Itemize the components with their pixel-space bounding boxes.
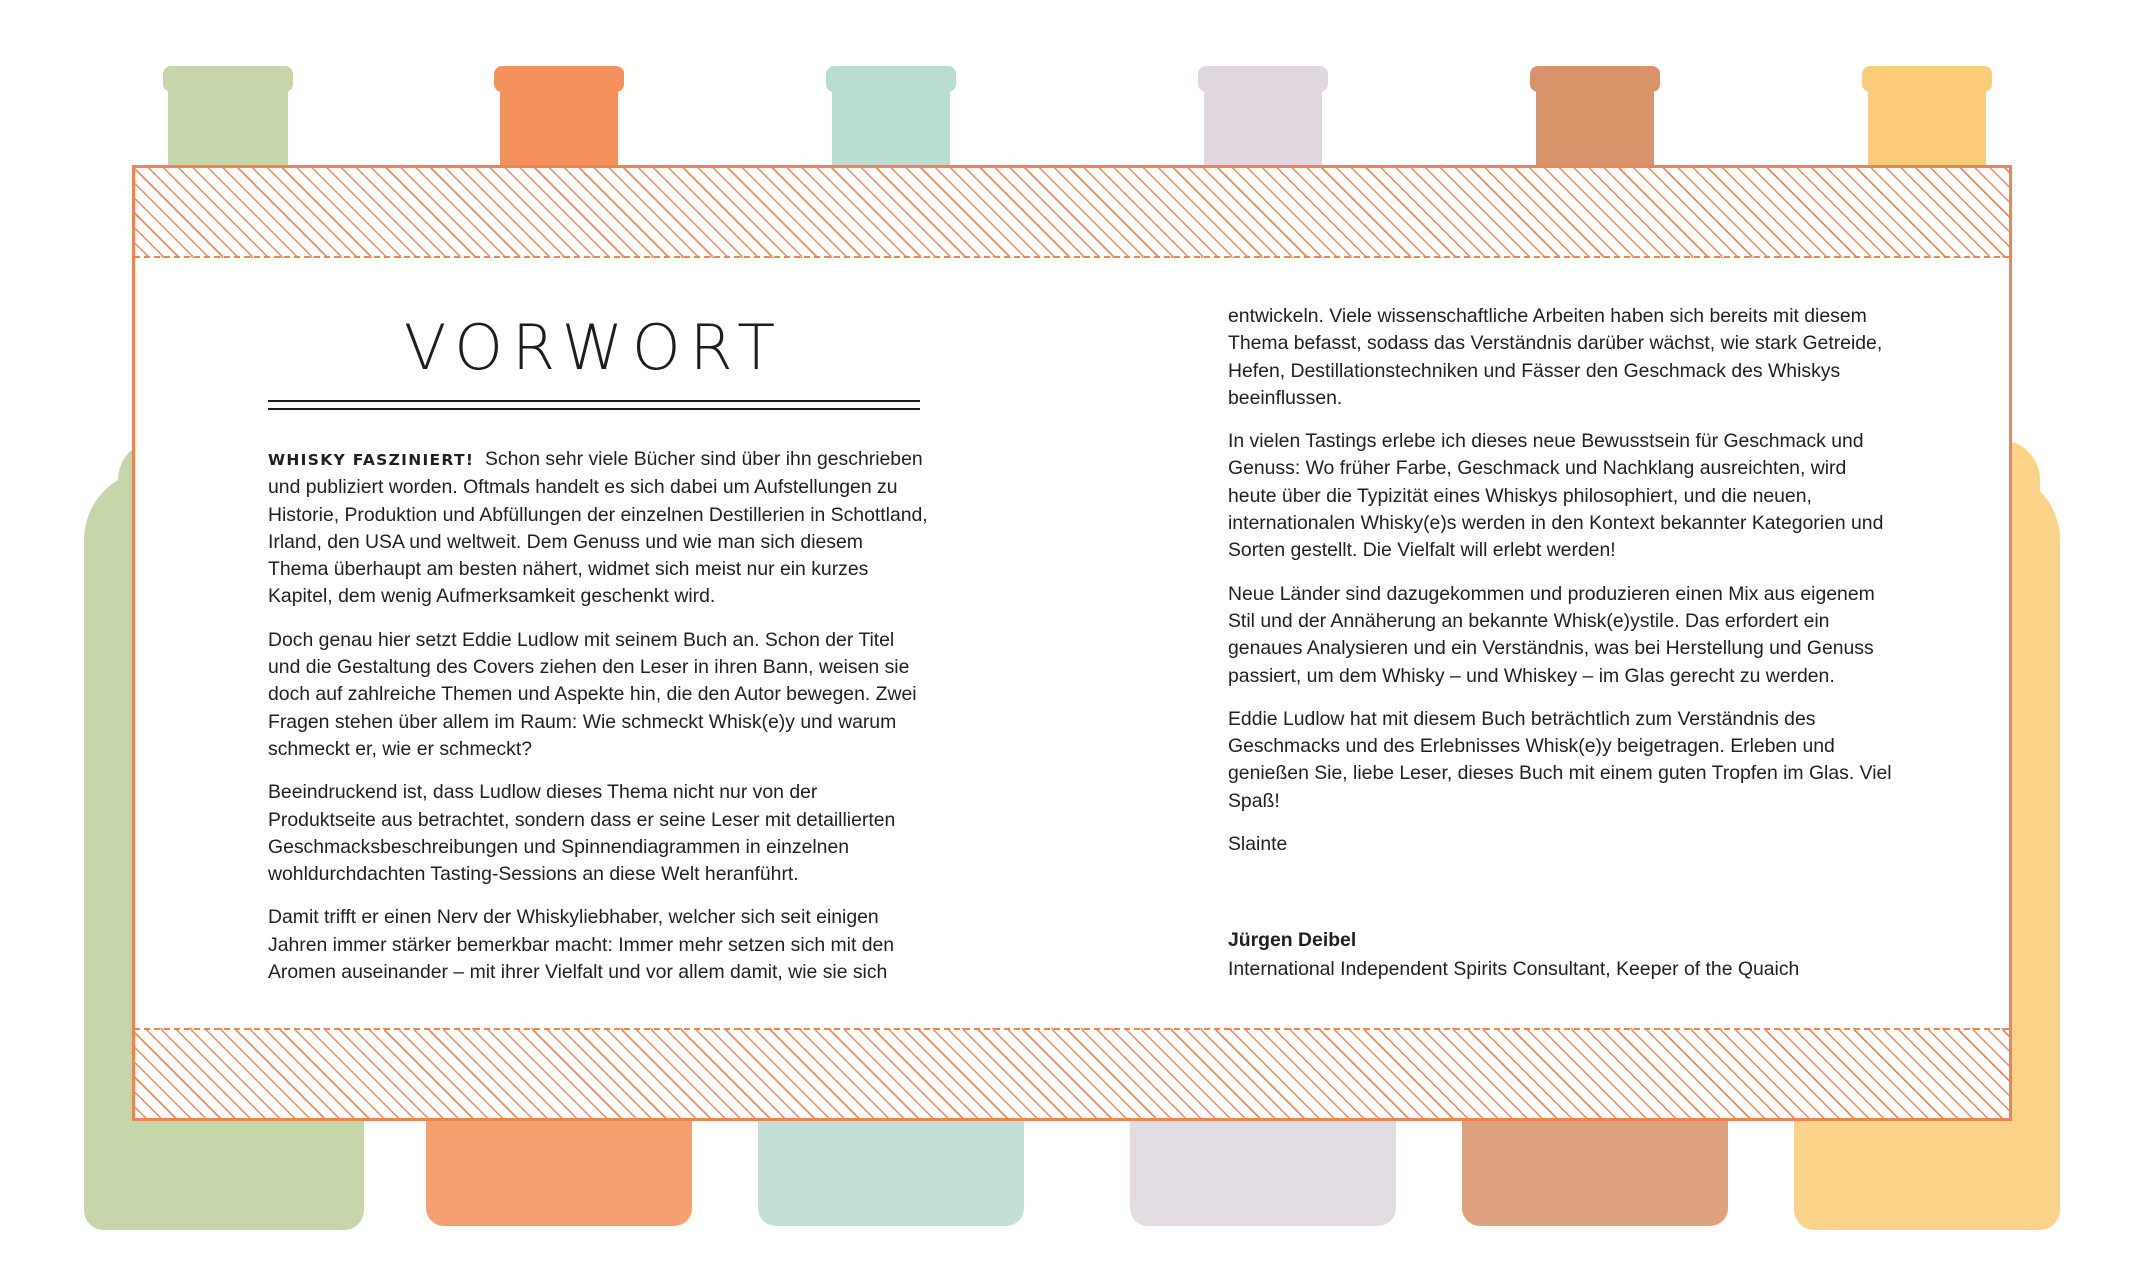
paragraph: Doch genau hier setzt Eddie Ludlow mit seinem Buch an. Schon der Titel und die Gestaltung des Covers ziehen den Leser in ihren Bann, weisen sie doch auf zahlreiche Themen und Aspekte hin, die den Autor bewegen. Zwei Fragen stehen über allem im Raum: Wie schmeckt Whisk(e)y und warum schmeckt er, wie er schmeckt? (268, 628, 917, 760)
page-title: VORWORT (403, 311, 785, 384)
paragraph: Eddie Ludlow hat mit diesem Buch beträchtlich zum Verständnis des Geschmacks und des Erlebnisses Whisk(e)y beigetragen. Erleben und genießen Sie, liebe Leser, dieses Buch mit einem guten Tropfen im Glas. Viel Spaß! (1228, 707, 1892, 812)
paragraph: entwickeln. Viele wissenschaftliche Arbeiten haben sich bereits mit diesem Thema befasst, sodass das Verständnis darüber wächst, wie stark Getreide, Hefen, Destillationstechniken und Fässer den Geschmack des Whiskys beeinflussen. (1228, 305, 1883, 409)
lead-in: WHISKY FASZINIERT! (268, 451, 475, 469)
paragraph: Beeindruckend ist, dass Ludlow dieses Thema nicht nur von der Produktseite aus betrachtet, sondern dass er seine Leser mit detaillierten Geschmacksbeschreibungen und Spinnendiagrammen in einzelnen wohldurchdachten Tasting-Sessions an diese Welt heranführt. (268, 781, 896, 886)
paragraph (268, 446, 928, 611)
bottle-mint-neck (832, 84, 950, 174)
title-rule-bottom (268, 408, 920, 410)
bottle-lilac-neck (1204, 84, 1322, 174)
left-column (268, 446, 928, 1002)
bottle-orange-neck (500, 84, 618, 174)
signature (1228, 926, 1799, 984)
paragraph: In vielen Tastings erlebe ich dieses neue Bewusstsein für Geschmack und Genuss: Wo früher Farbe, Geschmack und Nachklang ausreichten, wird heute über die Typizität eines Whiskys philosophiert, und die neuen, internationalen Whisky(e)s werden in den Kontext bekannter Kategorien und Sorten gestellt. Die Vielfalt will erlebt werden! (1228, 430, 1884, 562)
bottle-brown-neck (1536, 84, 1654, 174)
closing: Slainte (1228, 833, 1288, 856)
paragraph: Neue Länder sind dazugekommen und produzieren einen Mix aus eigenem Stil und der Annäherung an bekannte Whisk(e)ystile. Das erfordert ein genaues Analysieren und ein Verständnis, was bei Herstellung und Genuss passiert, um dem Whisky – und Whiskey – im Glas gerecht zu werden. (1228, 582, 1875, 687)
signature-name: Jürgen Deibel (1228, 929, 1357, 951)
stripe-band-top (134, 166, 2010, 258)
stripe-band-bottom (134, 1028, 2010, 1120)
paragraph-text: Schon sehr viele Bücher sind über ihn geschrieben und publiziert worden. Oftmals handelt es sich dabei um Aufstellungen zu Historie, Produktion und Abfüllungen der einzelnen Destillerien in Schottland, Irland, den USA und weltweit. Dem Genuss und wie man sich diesem Thema überhaupt am besten nähert, widmet sich meist nur ein kurzes Kapitel, dem wenig Aufmerksamkeit geschenkt wird. (268, 448, 928, 608)
paragraph: Damit trifft er einen Nerv der Whiskyliebhaber, welcher sich seit einigen Jahren immer stärker bemerkbar macht: Immer mehr setzen sich mit den Aromen auseinander – mit ihrer Vielfalt und vor allem damit, wie sie sich (268, 906, 895, 984)
right-column (1228, 303, 1898, 874)
bottle-yellow-neck (1868, 84, 1986, 174)
signature-role: International Independent Spirits Consultant, Keeper of the Quaich (1228, 958, 1800, 980)
bottle-green-neck (168, 84, 288, 174)
title-rule-top (268, 400, 920, 402)
